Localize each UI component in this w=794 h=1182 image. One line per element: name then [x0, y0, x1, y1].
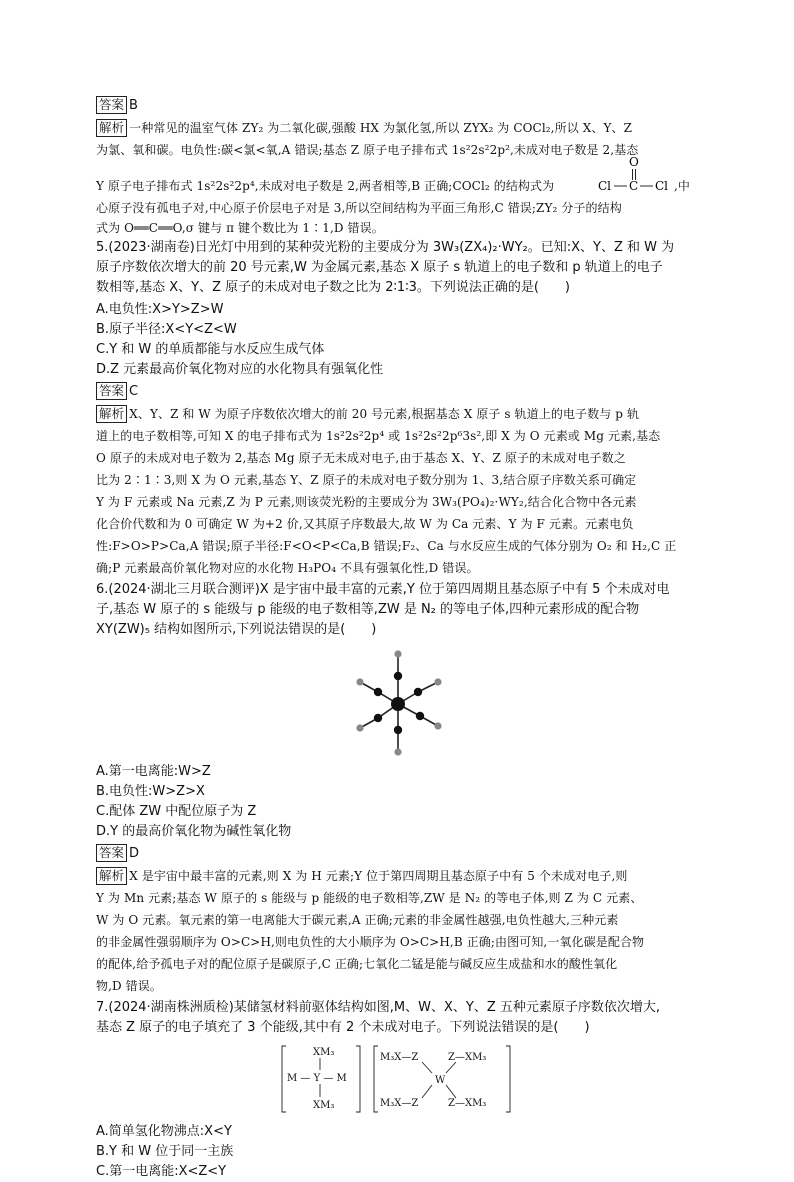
q6-option-a: A.第一电离能:W>Z: [96, 764, 211, 779]
q6-option-c: C.配体 ZW 中配位原子为 Z: [96, 804, 257, 819]
right-bottom-left: M₃X—Z: [380, 1098, 419, 1109]
q4-analysis-line-1: 解析 一种常见的温室气体 ZY₂ 为二氧化碳,强酸 HX 为氯化氢,所以 ZYX₂ 为 COCl₂,所以 X、Y、Z: [96, 118, 632, 138]
q7-stem-line-2: 基态 Z 原子的电子填充了 3 个能级,其中有 2 个未成对电子。下列说法错误的是( ): [96, 1020, 590, 1035]
q5-option-c: C.Y 和 W 的单质都能与水反应生成气体: [96, 342, 325, 357]
right-top-left: M₃X—Z: [380, 1052, 419, 1063]
q5-analysis-line-8: 确;P 元素最高价氧化物对应的水化物 H₃PO₄ 不具有强氧化性,D 错误。: [96, 561, 479, 575]
left-center-chain: M — Y — M: [287, 1073, 347, 1084]
q5-analysis-line-1: 解析 X、Y、Z 和 W 为原子序数依次增大的前 20 号元素,根据基态 X 原子 s 轨道上的电子数与 p 轨: [96, 404, 639, 424]
analysis-tag: 解析: [96, 119, 127, 137]
q5-analysis-line-5: Y 为 F 元素或 Na 元素,Z 为 P 元素,则该荧光粉的主要成分为 3W₃(PO₄)₂·WY₂,结合化合物中各元素: [96, 495, 637, 509]
q6-stem-line-1: 6.(2024·湖北三月联合测评)X 是宇宙中最丰富的元素,Y 位于第四周期且基态原子中有 5 个未成对电: [96, 582, 670, 597]
answer-tag: 答案: [96, 382, 127, 400]
q5-analysis-line-4: 比为 2∶1∶3,则 X 为 O 元素,基态 Y、Z 原子的未成对电子数分别为 1、3,结合原子序数关系可确定: [96, 473, 637, 487]
q6-analysis-line-5: 的配体,给予孤电子对的配位原子是碳原子,C 正确;七氧化二锰是能与碱反应生成盐和水的酸性氧化: [96, 957, 618, 971]
q6-option-d: D.Y 的最高价氧化物为碱性氧化物: [96, 824, 292, 839]
q6-analysis-line-3: W 为 O 元素。氧元素的第一电离能大于碳元素,A 正确;元素的非金属性越强,电负性越大,三种元素: [96, 913, 619, 927]
answer-tag: 答案: [96, 96, 127, 114]
q5-stem-line-2: 原子序数依次增大的前 20 号元素,W 为金属元素,基态 X 原子 s 轨道上的电子数和 p 轨道上的电子: [96, 260, 663, 275]
left-top-group: XM₃: [313, 1047, 335, 1058]
analysis-tag: 解析: [96, 405, 127, 423]
right-center-w: W: [435, 1075, 446, 1086]
q5-analysis-line-7: 性:F>O>P>Ca,A 错误;原子半径:F<O<P<Ca,B 错误;F₂、Ca 与水反应生成的气体分别为 O₂ 和 H₂,C 正: [96, 539, 677, 553]
q5-analysis-line-2: 道上的电子数相等,可知 X 的电子排布式为 1s²2s²2p⁴ 或 1s²2s²2p⁶3s²,即 X 为 O 元素或 Mg 元素,基态: [96, 429, 661, 443]
q6-answer-line: [96, 844, 139, 864]
formula-cl-left: Cl: [598, 179, 612, 193]
q4-analysis-line-4: 心原子没有孤电子对,中心原子价层电子对是 3,所以空间结构为平面三角形,C 错误;ZY₂ 分子的结构: [96, 201, 622, 215]
complex-structure-figure: [346, 644, 456, 759]
right-top-right: Z—XM₃: [448, 1052, 487, 1063]
left-bottom-group: XM₃: [313, 1100, 335, 1111]
q5-analysis-line-3: O 原子的未成对电子数为 2,基态 Mg 原子无未成对电子,由于基态 X、Y、Z 原子的未成对电子数之: [96, 451, 626, 465]
q4-answer-line: [96, 96, 138, 116]
q5-stem-line-1: 5.(2023·湖南卷)日光灯中用到的某种荧光粉的主要成分为 3W₃(ZX₄)₂·WY₂。已知:X、Y、Z 和 W 为: [96, 240, 675, 255]
q5-option-a: A.电负性:X>Y>Z>W: [96, 302, 224, 317]
q6-analysis-line-6: 物,D 错误。: [96, 979, 162, 993]
q6-option-b: B.电负性:W>Z>X: [96, 784, 205, 799]
q5-option-b: B.原子半径:X<Y<Z<W: [96, 322, 237, 337]
q6-stem-line-3: XY(ZW)₅ 结构如图所示,下列说法错误的是( ): [96, 622, 377, 637]
q4-analysis-line-3: Y 原子电子排布式 1s²2s²2p⁴,未成对电子数是 2,两者相等,B 正确;COCl₂ 的结构式为: [96, 179, 555, 193]
q4-answer: B: [129, 98, 138, 113]
q7-stem-line-1: 7.(2024·湖南株洲质检)某储氢材料前驱体结构如图,M、W、X、Y、Z 五种元素原子序数依次增大,: [96, 1000, 660, 1015]
q6-answer: D: [129, 846, 140, 861]
q5-analysis-line-6: 化合价代数和为 0 可确定 W 为+2 价,又其原子序数最大,故 W 为 Ca 元素、Y 为 F 元素。元素电负: [96, 517, 634, 531]
formula-c: C: [629, 179, 639, 193]
q7-option-b: B.Y 和 W 位于同一主族: [96, 1144, 234, 1159]
q5-option-d: D.Z 元素最高价氧化物对应的水化物具有强氧化性: [96, 362, 384, 377]
answer-tag: 答案: [96, 844, 127, 862]
analysis-tag: 解析: [96, 867, 127, 885]
q5-stem-line-3: 数相等,基态 X、Y、Z 原子的未成对电子数之比为 2∶1∶3。下列说法正确的是( ): [96, 280, 571, 295]
formula-o: O: [629, 155, 639, 169]
q5-answer: C: [129, 384, 139, 399]
right-bottom-right: Z—XM₃: [448, 1098, 487, 1109]
q4-analysis-line-2: 为氯、氧和碳。电负性:碳<氯<氧,A 错误;基态 Z 原子电子排布式 1s²2s²2p²,未成对电子数是 2,基态: [96, 143, 639, 157]
q5-answer-line: [96, 382, 138, 402]
q6-analysis-line-4: 的非金属性强弱顺序为 O>C>H,则电负性的大小顺序为 O>C>H,B 正确;由图可知,一氧化碳是配合物: [96, 935, 645, 949]
q4-analysis-line-5: 式为 O══C══O,σ 键与 π 键个数比为 1∶1,D 错误。: [96, 221, 384, 235]
q4-analysis-line-3-tail: ,中: [674, 179, 691, 193]
q7-option-c: C.第一电离能:X<Z<Y: [96, 1164, 227, 1179]
q6-analysis-line-1: 解析 X 是宇宙中最丰富的元素,则 X 为 H 元素;Y 位于第四周期且基态原子中有 5 个未成对电子,则: [96, 866, 628, 886]
formula-cl-right: Cl: [655, 179, 669, 193]
q7-option-a: A.简单氢化物沸点:X<Y: [96, 1124, 232, 1139]
q6-stem-line-2: 子,基态 W 原子的 s 能级与 p 能级的电子数相等,ZW 是 N₂ 的等电子体,四种元素形成的配合物: [96, 602, 640, 617]
q6-analysis-line-2: Y 为 Mn 元素;基态 W 原子的 s 能级与 p 能级的电子数相等,ZW 是 N₂ 的等电子体,则 Z 为 C 元素、: [96, 891, 643, 905]
ionic-structure-figure: [280, 1040, 520, 1118]
